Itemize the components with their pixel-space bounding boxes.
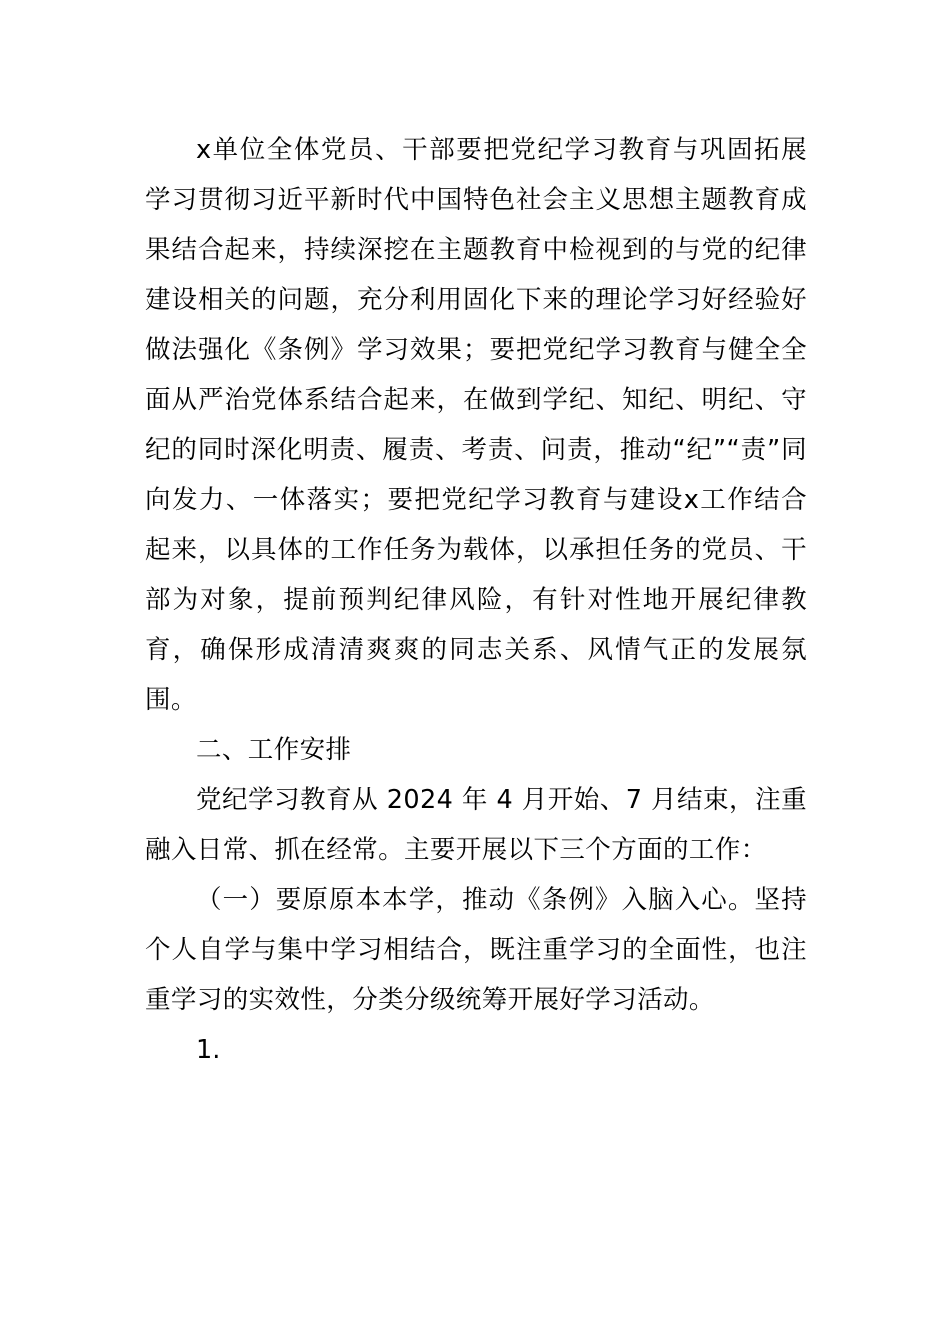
paragraph-study-original: （一）要原原本本学，推动《条例》入脑入心。坚持个人自学与集中学习相结合，既注重学习的全面性，也注重学习的实效性，分类分级统筹开展好学习活动。 (145, 885, 807, 1015)
paragraph-integration: x单位全体党员、干部要把党纪学习教育与巩固拓展学习贯彻习近平新时代中国特色社会主义思想主题教育成果结合起来，持续深挖在主题教育中检视到的与党的纪律建设相关的问题，充分利用固化下来的理论学习好经验好做法强化《条例》学习效果；要把党纪学习教育与健全全面从严治党体系结合起来，在做到学纪、知纪、明纪、守纪的同时深化明责、履责、考责、问责，推动“纪”“责”同向发力、一体落实；要把党纪学习教育与建设x工作结合起来，以具体的工作任务为载体，以承担任务的党员、干部为对象，提前预判纪律风险，有针对性地开展纪律教育，确保形成清清爽爽的同志关系、风情气正的发展氛围。 (145, 135, 807, 715)
document-page (145, 125, 807, 1075)
section-heading-work-arrangement: 二、工作安排 (196, 735, 352, 765)
list-item-number: 1. (196, 1035, 221, 1065)
paragraph-schedule: 党纪学习教育从 2024 年 4 月开始、7 月结束，注重融入日常、抓在经常。主要开展以下三个方面的工作： (145, 785, 807, 865)
